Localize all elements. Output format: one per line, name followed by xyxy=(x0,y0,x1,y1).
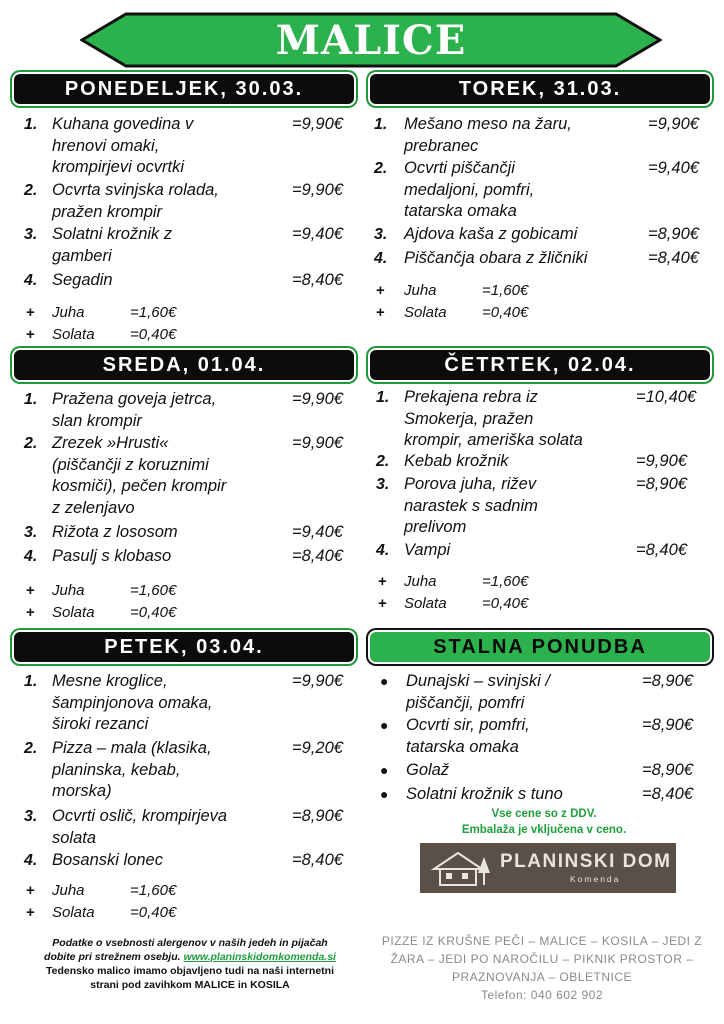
item-number: 2. xyxy=(24,435,38,452)
dish-name-line: Vampi xyxy=(404,541,451,559)
dish-name-line: prelivom xyxy=(404,518,467,536)
dish-name-line: Ocvrti sir, pomfri, xyxy=(406,716,530,734)
extra-name: Juha xyxy=(52,882,85,899)
dish-name-line: tatarska omaka xyxy=(406,737,519,756)
item-number: 1. xyxy=(24,673,38,690)
dish-name-line: šampinjonova omaka, xyxy=(52,693,213,712)
plus-icon: + xyxy=(376,304,385,321)
plus-icon: + xyxy=(26,904,35,921)
dish-name-line: tatarska omaka xyxy=(404,202,517,220)
dish-price: =9,90€ xyxy=(292,181,343,199)
day-header: ČETRTEK, 02.04. xyxy=(370,350,710,380)
dish-name-line: solata xyxy=(52,828,97,847)
day-header: TOREK, 31.03. xyxy=(370,74,710,104)
plus-icon: + xyxy=(378,573,387,590)
item-number: 3. xyxy=(24,524,38,541)
dish-name-line: Zrezek »Hrusti« xyxy=(52,434,169,452)
page-title: MALICE xyxy=(275,17,467,64)
dish-name-line: Dunajski – svinjski / xyxy=(406,672,550,690)
footer-line-2 xyxy=(20,950,360,964)
title-banner xyxy=(80,12,662,68)
dish-price: =8,40€ xyxy=(642,785,693,803)
extra-price: =1,60€ xyxy=(482,282,529,299)
item-number: 4. xyxy=(374,250,388,267)
plus-icon: + xyxy=(26,882,35,899)
logo-title: PLANINSKI DOM xyxy=(500,851,672,872)
dish-name-line: piščančji, pomfri xyxy=(406,693,525,712)
website-link[interactable]: www.planinskidomkomenda.si xyxy=(183,951,336,963)
dish-name-line: Solatni krožnik s tuno xyxy=(406,785,563,803)
dish-price: =9,90€ xyxy=(636,452,687,470)
extra-name: Juha xyxy=(52,582,85,599)
dish-name-line: Segadin xyxy=(52,271,113,289)
dish-name-line: hrenovi omaki, xyxy=(52,136,160,155)
vat-note: Vse cene so z DDV. xyxy=(491,808,597,820)
dish-name-line: Prekajena rebra iz xyxy=(404,388,538,406)
plus-icon: + xyxy=(26,604,35,621)
extra-price: =0,40€ xyxy=(130,604,177,621)
bullet-icon: ● xyxy=(380,762,389,778)
dish-price: =8,40€ xyxy=(292,547,343,565)
dish-name-line: Bosanski lonec xyxy=(52,851,163,869)
item-number: 4. xyxy=(376,542,390,559)
dish-name-line: Mešano meso na žaru, xyxy=(404,115,572,133)
plus-icon: + xyxy=(26,304,35,321)
dish-name-line: z zelenjavo xyxy=(52,498,135,517)
dish-name-line: Ajdova kaša z gobicami xyxy=(404,225,578,243)
bullet-icon: ● xyxy=(380,717,389,733)
dish-price: =9,90€ xyxy=(292,672,343,690)
item-number: 3. xyxy=(24,808,38,825)
item-number: 3. xyxy=(376,476,390,493)
dish-name-line: Pasulj s klobaso xyxy=(52,547,172,565)
extra-price: =0,40€ xyxy=(482,304,529,321)
dish-price: =8,90€ xyxy=(292,807,343,825)
plus-icon: + xyxy=(378,595,387,612)
item-number: 1. xyxy=(24,391,38,408)
dish-price: =9,90€ xyxy=(292,115,343,133)
item-number: 4. xyxy=(24,548,38,565)
services-line-1: PIZZE IZ KRUŠNE PEČI – MALICE – KOSILA – JEDI Z xyxy=(381,934,703,948)
extra-price: =1,60€ xyxy=(482,573,529,590)
dish-name-line: Pražena goveja jetrca, xyxy=(52,390,217,408)
dish-name-line: pražen krompir xyxy=(52,202,163,221)
dish-name-line: Smokerja, pražen xyxy=(404,409,534,428)
services-footer xyxy=(372,932,712,1004)
item-number: 3. xyxy=(24,226,38,243)
extra-price: =0,40€ xyxy=(130,904,177,921)
footer-line-3: Tedensko malico imamo objavljeno tudi na naši internetni xyxy=(45,965,335,977)
extra-name: Solata xyxy=(404,304,447,321)
dish-name-line: prebranec xyxy=(404,136,479,155)
dish-name-line: planinska, kebab, xyxy=(52,760,181,779)
dish-price: =9,90€ xyxy=(292,390,343,408)
dish-name-line: Kuhana govedina v xyxy=(52,115,194,133)
logo-subtitle: Komenda xyxy=(570,874,621,884)
item-number: 1. xyxy=(376,389,390,406)
dish-price: =8,90€ xyxy=(636,475,687,493)
extra-name: Juha xyxy=(404,573,437,590)
services-line-3: PRAZNOVANJA – OBLETNICE xyxy=(452,970,632,984)
allergen-footer xyxy=(20,936,360,992)
item-number: 2. xyxy=(24,740,38,757)
dish-name-line: Golaž xyxy=(406,761,450,779)
footer-line-2-text: dobite pri strežnem osebju. xyxy=(44,951,181,963)
phone-number: Telefon: 040 602 902 xyxy=(480,988,604,1002)
dish-price: =10,40€ xyxy=(636,388,697,406)
planinski-dom-logo xyxy=(420,843,676,893)
dish-price: =8,40€ xyxy=(636,541,687,559)
dish-name-line: gamberi xyxy=(52,246,112,265)
dish-name-line: široki rezanci xyxy=(52,715,149,733)
packaging-note: Embalaža je vključena v ceno. xyxy=(461,824,627,836)
extra-name: Juha xyxy=(404,282,437,299)
dish-name-line: medaljoni, pomfri, xyxy=(404,180,535,199)
dish-name-line: morska) xyxy=(52,782,112,800)
bullet-icon: ● xyxy=(380,786,389,802)
extra-name: Solata xyxy=(52,604,95,621)
extra-price: =1,60€ xyxy=(130,882,177,899)
item-number: 2. xyxy=(374,160,388,177)
item-number: 1. xyxy=(24,116,38,133)
extra-price: =0,40€ xyxy=(482,595,529,612)
dish-name-line: kosmiči), pečen krompir xyxy=(52,477,227,495)
dish-name-line: Ocvrti piščančji xyxy=(404,159,515,177)
extra-price: =1,60€ xyxy=(130,582,177,599)
dish-name-line: Porova juha, rižev xyxy=(404,475,537,493)
day-header: PETEK, 03.04. xyxy=(14,632,354,662)
item-number: 1. xyxy=(374,116,388,133)
dish-name-line: Mesne kroglice, xyxy=(52,672,168,690)
extra-price: =0,40€ xyxy=(130,326,177,343)
dish-name-line: Pizza – mala (klasika, xyxy=(52,739,212,757)
item-number: 4. xyxy=(24,852,38,869)
extra-price: =1,60€ xyxy=(130,304,177,321)
dish-price: =9,40€ xyxy=(292,523,343,541)
dish-price: =8,40€ xyxy=(292,851,343,869)
dish-price: =8,90€ xyxy=(642,716,693,734)
dish-name-line: (piščančji z koruznimi xyxy=(52,455,209,474)
dish-price: =8,90€ xyxy=(642,672,693,690)
dish-price: =9,90€ xyxy=(648,115,699,133)
services-line-2: ŽARA – JEDI PO NAROČILU – PIKNIK PROSTOR – xyxy=(390,952,694,966)
dish-name-line: Kebab krožnik xyxy=(404,452,509,470)
dish-price: =8,40€ xyxy=(648,249,699,267)
day-header: SREDA, 01.04. xyxy=(14,350,354,380)
extra-name: Solata xyxy=(404,595,447,612)
dish-name-line: krompirjevi ocvrtki xyxy=(52,158,185,176)
plus-icon: + xyxy=(26,582,35,599)
bullet-icon: ● xyxy=(380,673,389,689)
footer-line-4: strani pod zavihkom MALICE in KOSILA xyxy=(90,979,290,991)
lodge-icon xyxy=(426,845,496,891)
dish-name-line: krompir, ameriška solata xyxy=(404,431,583,449)
extra-name: Juha xyxy=(52,304,85,321)
dish-name-line: Solatni krožnik z xyxy=(52,225,173,243)
dish-name-line: Rižota z lososom xyxy=(52,523,178,541)
stalna-ponudba-header: STALNA PONUDBA xyxy=(370,632,710,662)
footer-line-1: Podatke o vsebnosti alergenov v naših jedeh in pijačah xyxy=(52,937,328,949)
dish-name-line: Ocvrti oslič, krompirjeva xyxy=(52,807,228,825)
extra-name: Solata xyxy=(52,326,95,343)
dish-price: =9,20€ xyxy=(292,739,343,757)
extra-name: Solata xyxy=(52,904,95,921)
dish-price: =9,40€ xyxy=(648,159,699,177)
dish-name-line: Ocvrta svinjska rolada, xyxy=(52,181,219,199)
dish-name-line: slan krompir xyxy=(52,411,142,430)
dish-price: =9,90€ xyxy=(292,434,343,452)
item-number: 3. xyxy=(374,226,388,243)
dish-price: =8,90€ xyxy=(648,225,699,243)
item-number: 2. xyxy=(376,453,390,470)
dish-price: =9,40€ xyxy=(292,225,343,243)
item-number: 4. xyxy=(24,272,38,289)
dish-price: =8,40€ xyxy=(292,271,343,289)
plus-icon: + xyxy=(26,326,35,343)
dish-name-line: narastek s sadnim xyxy=(404,496,538,515)
item-number: 2. xyxy=(24,182,38,199)
dish-name-line: Piščančja obara z žličniki xyxy=(404,249,588,267)
dish-price: =8,90€ xyxy=(642,761,693,779)
plus-icon: + xyxy=(376,282,385,299)
day-header: PONEDELJEK, 30.03. xyxy=(14,74,354,104)
